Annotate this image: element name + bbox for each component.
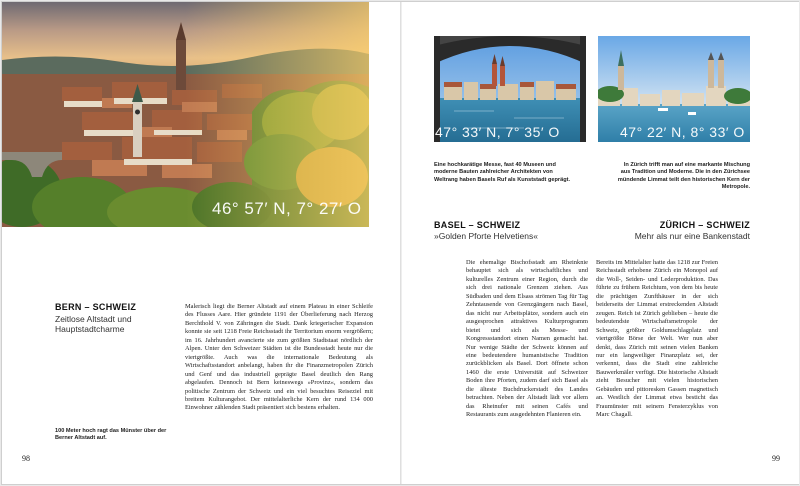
- bern-photo-caption: 100 Meter hoch ragt das Münster über der Berner Altstadt auf.: [55, 428, 167, 442]
- zurich-coordinate: 47° 22′ N, 8° 33′ O: [620, 124, 745, 140]
- basel-coordinate: 47° 33′ N, 7° 35′ O: [435, 124, 560, 140]
- bern-body-text: Malerisch liegt die Berner Altstadt auf einem Plateau in einer Schleife des Flusses Aare. Hier gründete 1191 der Überlieferung nach Herzog Berchthold V. von Zähringen die Stadt. Dank kriegerischer Expansion konnte sie seit 1218 Freie Reichsstadt ihr Territorium enorm vergrößern; im 16. Jahrhundert avancierte sie zum größten Stadtstaat nördlich der Alpen. Unter den Schweizer Städten ist die Bundesstadt heute nur die viertgrößte. Auch was die internationale Bedeutung als Wirtschaftsstandort anbelangt, haben ihr die Finanzmetropolen Zürich und Genf und das industriell geprägte Basel deutlich den Rang abgelaufen. Dennoch ist Bern keineswegs »Provinz«, sondern das politische Zentrum der Schweiz und ein viel besuchtes Reiseziel mit breitem Kulturangebot. Der mittelalterliche Kern der rund 134 000 Einwohner zählenden Stadt präsentiert sich bestens erhalten.: [185, 303, 373, 412]
- basel-subtitle: »Golden Pforte Helvetiens«: [434, 231, 538, 241]
- bern-coordinate: 46° 57′ N, 7° 27′ O: [212, 199, 362, 218]
- bern-photo: [2, 2, 369, 227]
- right-page: [402, 2, 799, 484]
- page-number-left: 98: [22, 454, 30, 463]
- zurich-body-text: Bereits im Mittelalter hatte das 1218 zur Freien Reichsstadt erhobene Zürich ein Monopol auf die Woll-, Seiden- und Lederproduktion. Das führte zu frühem Reichtum, von dem bis heute die prächtigen Zunfthäuser in der sich beiderseits der Limmat erstreckenden Altstadt zeugen. Reich ist Zürich geblieben – heute die bedeutendste Wirtschaftsmetropole der Schweiz, größter Goldumschlagplatz und viertgrößte Börse der Welt. Wer nun aber denkt, dass Zürich mit seinen vielen Banken nur ein langweiliger Finanzplatz sei, der verkennt, dass die Stadt eine zahlreiche Bauwerkmäler verfügt. Die historische Altstadt zieht Besucher mit vielen historischen Gebäuden und pittoresken Gassen magnetisch an. Westlich der Limmat etwa besticht das Fraumünster mit seinem Fensterzyklus von Marc Chagall.: [596, 259, 718, 419]
- basel-body-text: Die ehemalige Bischofsstadt am Rheinknie behauptet sich als wirtschaftliches und kulturelles Zentrum einer Region, durch die sich drei nationale Grenzen ziehen. Aus Südbaden und dem Elsass strömen Tag für Tag Zehntausende von Grenzgängern nach Basel, das nicht nur Arbeitsplätze, sondern auch ein ausgesprochen attraktives Kulturprogramm bietet und sich als Messe- und Kongressstandort einen Namen gemacht hat. Nur wenige Städte der Schweiz können auf eine bedeutendere humanistische Tradition zurückblicken als Basel. Dort öffnete schon 1460 die erste Universität auf Schweizer Boden ihre Pforten, zudem darf sich Basel als die älteste Buchdruckerstadt des Landes betrachten. Neben der Altstadt lädt vor allem das Rheinufer mit seinen Cafés und Restaurants zum ausgedehnten Flanieren ein.: [466, 259, 588, 419]
- bern-subtitle: Zeitlose Altstadt und Hauptstadtcharme: [55, 314, 132, 334]
- zurich-title: ZÜRICH – SCHWEIZ: [659, 220, 750, 230]
- basel-photo-caption: Eine hochkarätige Messe, fast 40 Museen und moderne Bauten zahlreicher Architekten von Weltrang haben Basels Ruf als Kunststadt geprägt.: [434, 162, 571, 183]
- page-number-right: 99: [772, 454, 780, 463]
- left-page: [2, 2, 400, 484]
- zurich-subtitle: Mehr als nur eine Bankenstadt: [634, 231, 750, 241]
- basel-photo: [434, 36, 586, 142]
- zurich-photo-caption: In Zürich trifft man auf eine markante Mischung aus Tradition und Moderne. Die in den Zürichsee mündende Limmat teilt den historischen Kern der Metropole.: [617, 162, 750, 190]
- basel-title: BASEL – SCHWEIZ: [434, 220, 521, 230]
- bern-title: BERN – SCHWEIZ: [55, 302, 137, 312]
- book-spread: [1, 1, 799, 485]
- zurich-photo: [598, 36, 750, 142]
